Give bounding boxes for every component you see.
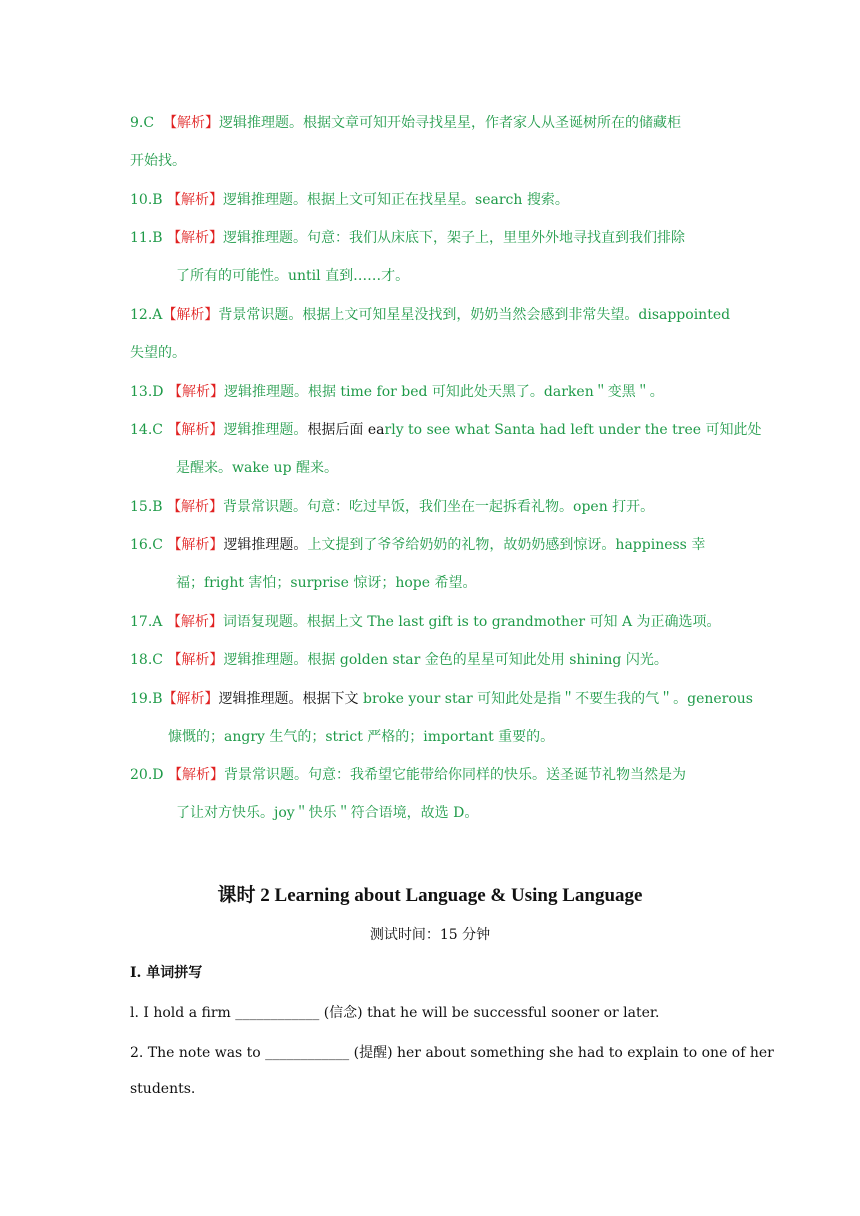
question-2: 2. The note was to ____________ (提醒) her about something she had to explain to one of her: [130, 1045, 774, 1061]
answer-20: [130, 765, 686, 785]
answer-15: [130, 497, 654, 517]
answer-number: 18.C: [130, 652, 163, 668]
analysis-tag: 【解析】: [167, 652, 224, 668]
answer-number: 10.B: [130, 192, 163, 208]
answer-text: 背景常识题。句意：吃过早饭，我们坐在一起拆看礼物。open 打开。: [223, 499, 655, 515]
section-title: 课时 2 Learning about Language & Using Language: [217, 885, 643, 906]
answer-number: 19.B: [130, 691, 163, 707]
analysis-tag: 【解析】: [167, 384, 224, 400]
answer-number: 15.B: [130, 499, 163, 515]
answer-text-c: broke your star 可知此处是指＂不要生我的气＂。generous: [358, 691, 753, 707]
question-2-cont: students.: [130, 1081, 196, 1097]
answer-number: 12.A: [130, 307, 163, 323]
answer-18: [130, 650, 668, 670]
analysis-tag: 【解析】: [167, 192, 224, 208]
answer-9-cont: 开始找。: [130, 153, 186, 169]
answer-14-cont: 是醒来。wake up 醒来。: [176, 460, 338, 476]
answer-text: 逻辑推理题。句意：我们从床底下，架子上，里里外外地寻找直到我们排除: [223, 230, 686, 246]
answer-text: 逻辑推理题。根据上文可知正在找星星。search 搜索。: [223, 192, 569, 208]
analysis-tag: 【解析】: [162, 691, 219, 707]
exercise-heading: I. 单词拼写: [130, 965, 203, 981]
answer-16: [130, 535, 705, 555]
analysis-tag: 【解析】: [166, 614, 223, 630]
answer-text: 词语复现题。根据上文 The last gift is to grandmother 可知 A 为正确选项。: [222, 614, 721, 630]
answer-text: 逻辑推理题。根据 time for bed 可知此处天黑了。darken＂变黑＂。: [223, 384, 664, 400]
answer-16-cont: 福；fright 害怕；surprise 惊讶；hope 希望。: [176, 575, 477, 591]
answer-number: 13.D: [130, 384, 164, 400]
answer-17: [130, 612, 721, 632]
answer-20-cont: 了让对方快乐。joy＂快乐＂符合语境，故选 D。: [176, 805, 479, 821]
analysis-tag: 【解析】: [162, 307, 219, 323]
analysis-tag: 【解析】: [167, 499, 224, 515]
analysis-tag: 【解析】: [167, 230, 224, 246]
answer-number: 9.C: [130, 115, 155, 131]
answer-text: 逻辑推理题。根据 golden star 金色的星星可知此处用 shining 闪光。: [223, 652, 668, 668]
answer-text: 背景常识题。句意：我希望它能带给你同样的快乐。送圣诞节礼物当然是为: [223, 767, 686, 783]
answer-19-cont: 慷慨的；angry 生气的；strict 严格的；important 重要的。: [168, 729, 555, 745]
answer-9: [130, 113, 681, 133]
answer-text-c: rly to see what Santa had left under the tree 可知此处: [384, 422, 762, 438]
answer-number: 11.B: [130, 230, 163, 246]
analysis-tag: 【解析】: [167, 537, 224, 553]
answer-text-b: 根据后面 ea: [307, 422, 385, 438]
analysis-tag: 【解析】: [167, 767, 224, 783]
answer-text-a: 逻辑推理题。: [223, 537, 308, 553]
answer-11: [130, 228, 685, 248]
answer-text-c: 上文提到了爷爷给奶奶的礼物，故奶奶感到惊讶。happiness 幸: [307, 537, 706, 553]
answer-number: 16.C: [130, 537, 163, 553]
answer-11-cont: 了所有的可能性。until 直到……才。: [176, 268, 410, 284]
analysis-tag: 【解析】: [167, 422, 224, 438]
section-subtitle: 测试时间：15 分钟: [369, 927, 491, 943]
answer-10: [130, 190, 569, 210]
answer-number: 14.C: [130, 422, 163, 438]
answer-text: 逻辑推理题。根据文章可知开始寻找星星，作者家人从圣诞树所在的储藏柜: [218, 115, 681, 131]
answer-text-a: 逻辑推理题。根据下文: [218, 691, 359, 707]
answer-text-a: 逻辑推理题。: [223, 422, 308, 438]
answer-14: [130, 420, 762, 440]
question-1: l. I hold a firm ____________ (信念) that he will be successful sooner or later.: [130, 1005, 660, 1021]
answer-12: [130, 305, 730, 325]
answer-12-cont: 失望的。: [130, 345, 186, 361]
answer-13: [130, 382, 664, 402]
analysis-tag: 【解析】: [162, 115, 219, 131]
answer-text: 背景常识题。根据上文可知星星没找到，奶奶当然会感到非常失望。disappointed: [218, 307, 731, 323]
answer-number: 20.D: [130, 767, 164, 783]
answer-19: [130, 689, 753, 709]
answer-number: 17.A: [130, 614, 163, 630]
